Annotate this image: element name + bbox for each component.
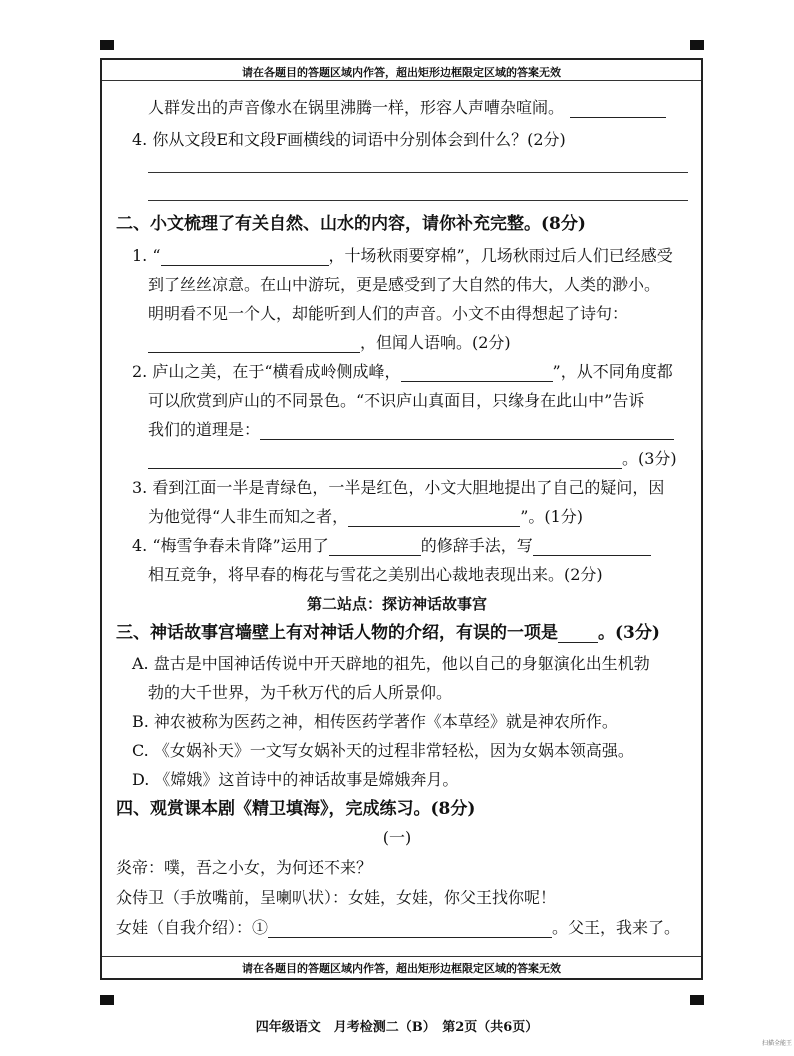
q1-tail-line — [148, 98, 666, 118]
section-2-heading: 二、小文梳理了有关自然、山水的内容，请你补充完整。(8分) — [116, 214, 586, 234]
s2-item1-blank1[interactable] — [161, 249, 329, 266]
s4-dialogue-1: 炎帝：噗，吾之小女，为何还不来？ — [116, 858, 373, 877]
s2-item1-text-e: ，但闻人语响。(2分) — [360, 333, 511, 352]
s2-item2-text-e: 。(3分) — [622, 449, 677, 468]
s2-item4-blank1[interactable] — [329, 539, 421, 556]
s2-item2-text-a: 2. 庐山之美，在于“横看成岭侧成峰， — [132, 362, 401, 381]
s2-item2-blank2[interactable] — [260, 423, 674, 440]
frame-side-mark — [702, 320, 703, 450]
s2-item2-blank1[interactable] — [401, 365, 553, 382]
s2-item1-line2: 到了丝丝凉意。在山中游玩，更是感受到了大自然的伟大，人类的渺小。 — [148, 275, 661, 294]
s2-item1-line1 — [132, 246, 673, 266]
q1-4-answer-line-2[interactable] — [148, 200, 688, 201]
scanner-watermark: 扫描全能王 — [762, 1040, 793, 1047]
s2-item4-text-a: 4. “梅雪争春未肯降”运用了 — [132, 536, 329, 555]
s4-dialogue-2: 众侍卫（手放嘴前，呈喇叭状）：女娃，女娃，你父王找你呢！ — [116, 888, 557, 907]
page-footer: 四年级语文 月考检测二（B） 第2页（共6页） — [255, 1020, 539, 1035]
section-3-heading-text: 三、神话故事宫墙壁上有对神话人物的介绍，有误的一项是 — [116, 623, 558, 643]
q1-4-answer-line-1[interactable] — [148, 172, 688, 173]
s2-item3-line2 — [148, 507, 583, 527]
registration-mark-top-right — [690, 40, 704, 50]
s2-item2-line1 — [132, 362, 673, 382]
section-4-heading: 四、观赏课本剧《精卫填海》，完成练习。(8分) — [116, 799, 476, 819]
s4-dialogue-3-text-a: 女娃（自我介绍）：① — [116, 918, 269, 937]
section-3-heading-tail: 。(3分) — [598, 623, 660, 643]
s2-item2-line2: 可以欣赏到庐山的不同景色。“不识庐山真面目，只缘身在此山中”告诉 — [148, 391, 645, 410]
notice-top-divider — [102, 80, 701, 81]
section-3-heading — [116, 623, 660, 643]
s3-option-a-line1: A. 盘古是中国神话传说中开天辟地的祖先，他以自己的身躯演化出生机勃 — [132, 654, 650, 673]
notice-bottom-divider — [102, 956, 701, 957]
s2-item2-text-b: ”，从不同角度都 — [552, 362, 673, 381]
s2-item3-blank[interactable] — [348, 510, 520, 527]
s3-option-b: B. 神农被称为医药之神，相传医药学著作《本草经》就是神农所作。 — [132, 712, 618, 731]
registration-mark-top-left — [100, 40, 114, 50]
s4-dialogue-3-text-b: 。父王，我来了。 — [552, 918, 681, 937]
s2-item2-line4 — [148, 449, 677, 469]
s2-item4-blank2[interactable] — [533, 539, 651, 556]
registration-mark-bottom-right — [690, 995, 704, 1005]
notice-bottom: 请在各题目的答题区域内作答，超出矩形边框限定区域的答案无效 — [242, 962, 561, 975]
s2-item4-text-b: 的修辞手法，写 — [420, 536, 533, 555]
q1-tail-text: 人群发出的声音像水在锅里沸腾一样，形容人声嘈杂喧闹。 — [148, 98, 565, 117]
s2-item2-line3 — [148, 420, 674, 440]
s4-dialogue-3 — [116, 918, 680, 938]
q1-tail-blank[interactable] — [570, 101, 666, 118]
s3-answer-blank[interactable] — [558, 626, 598, 643]
notice-top: 请在各题目的答题区域内作答，超出矩形边框限定区域的答案无效 — [242, 66, 561, 79]
s2-item3-line1: 3. 看到江面一半是青绿色，一半是红色，小文大胆地提出了自己的疑问，因 — [132, 478, 665, 497]
s2-item2-text-d: 我们的道理是： — [148, 420, 261, 439]
s2-item3-text-c: ”。(1分) — [520, 507, 584, 526]
registration-mark-bottom-left — [100, 995, 114, 1005]
s2-item1-line3: 明明看不见一个人，却能听到人们的声音。小文不由得想起了诗句： — [148, 304, 629, 323]
s4-part-label: (一) — [382, 828, 412, 847]
s2-item2-blank3[interactable] — [148, 452, 622, 469]
s2-item1-text-a: 1. “ — [132, 246, 161, 265]
s3-option-c: C. 《女娲补天》一文写女娲补天的过程非常轻松，因为女娲本领高强。 — [132, 741, 634, 760]
s2-item4-line1 — [132, 536, 651, 556]
s3-option-a-line2: 勃的大千世界，为千秋万代的后人所景仰。 — [148, 683, 453, 702]
s2-item1-text-b: ，十场秋雨要穿棉”，几场秋雨过后人们已经感受 — [328, 246, 673, 265]
s2-item4-line2: 相互竞争，将早春的梅花与雪花之美别出心裁地表现出来。(2分) — [148, 565, 603, 584]
q1-4-question: 4. 你从文段E和文段F画横线的词语中分别体会到什么？(2分) — [132, 130, 566, 149]
s4-blank-1[interactable] — [268, 921, 552, 938]
station-2-title: 第二站点：探访神话故事宫 — [306, 595, 487, 613]
s2-item3-text-b: 为他觉得“人非生而知之者， — [148, 507, 349, 526]
s2-item1-line4 — [148, 333, 511, 353]
s2-item1-blank2[interactable] — [148, 336, 360, 353]
s3-option-d: D. 《嫦娥》这首诗中的神话故事是嫦娥奔月。 — [132, 770, 459, 789]
